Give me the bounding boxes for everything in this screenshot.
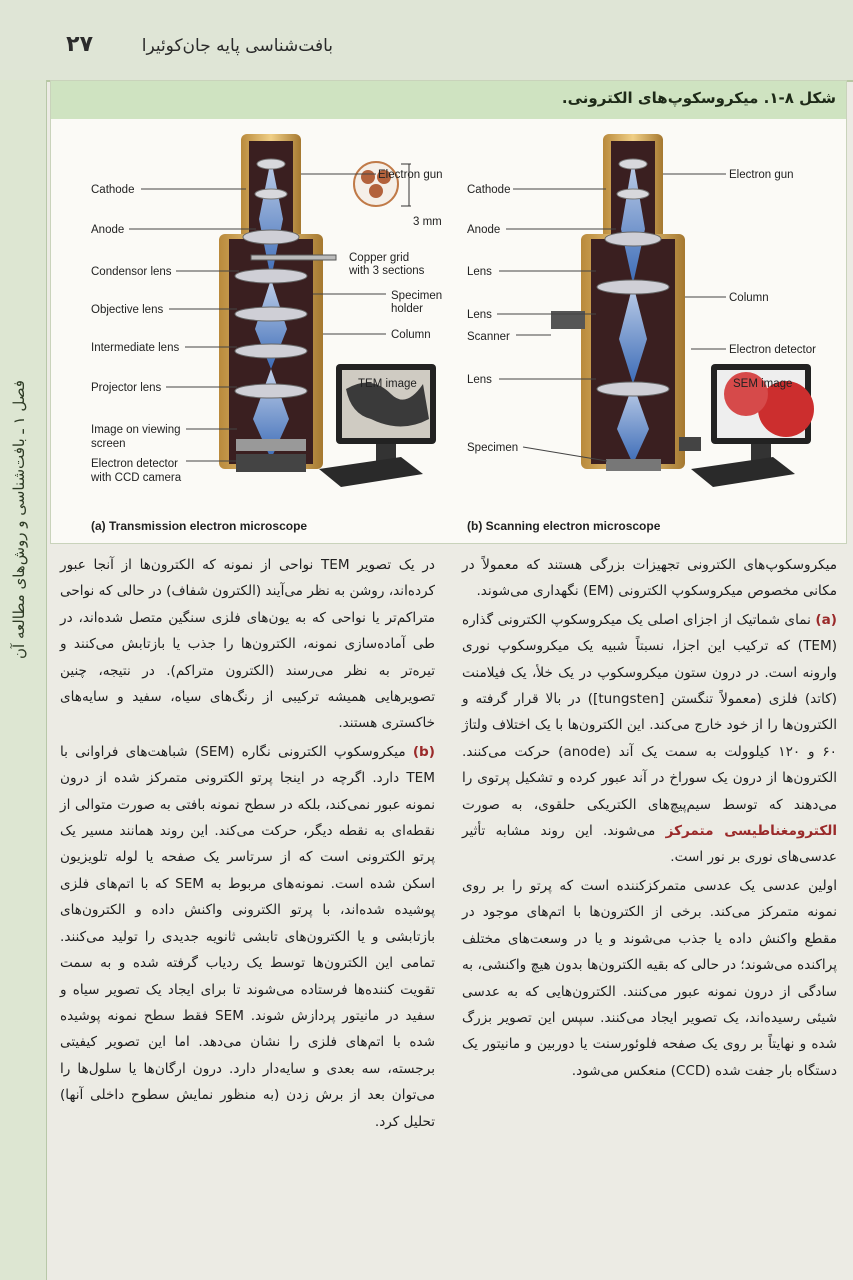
sem-label-lens-1: Lens: [467, 266, 492, 278]
tem-label-image: TEM image: [358, 378, 417, 390]
paragraph: [462, 873, 837, 1084]
page-header: [0, 0, 853, 82]
figure-box: [50, 80, 847, 544]
paragraph-text: در یک تصویر TEM نواحی از نمونه که الکترون‌ها از آنجا عبور کرده‌اند، روشن به نظر می‌آیند (الکترون شفاف) در حالی که نواحی متراکم‌تر یا نواحی که به یون‌های فلزی سنگین متصل شده‌اند، در طی آماده‌سازی نمونه، الکترون‌ها را جذب یا بازتابش می‌کنند و تیره‌تر به نظر می‌رسند (الکترون متراکم). در نتیجه، چنین تصویرهایی همیشه ترکیبی از رنگ‌های سیاه، سفید و سایه‌های خاکستری هستند.: [60, 557, 435, 732]
tem-label-intermediate: Intermediate lens: [91, 342, 180, 354]
tem-label-copper-grid-2: with 3 sections: [349, 265, 425, 277]
tem-label-detector-1: Electron detector: [91, 458, 178, 470]
sem-label-cathode: Cathode: [467, 184, 511, 196]
page-number: ۲۷: [66, 32, 93, 57]
sem-label-specimen: Specimen: [467, 442, 519, 454]
paragraph-text: نمای شماتیک از اجزای اصلی یک میکروسکوپ الکترونی گذاره (TEM) که ترکیب این اجزا، نسبتاً شبیه یک میکروسکوپ نوری وارونه است. در درون ستون میکروسکوپ در یک خلأ، یک فیلامنت (کاتد) فلزی (معمولاً تنگستن [tungsten]) در بالا قرار گرفته و الکترون‌ها را از خود خارج می‌کند. این الکترون‌ها با یک اختلاف ولتاژ ۶۰ و ۱۲۰ کیلوولت به سمت یک آند (anode) حرکت می‌کنند. الکترون‌ها از درون یک سوراخ در آند عبور کرده و تشکیل پرتوی را می‌دهند که توسط سیم‌پیچ‌های الکتریکی حلقوی، به صورت: [462, 611, 837, 813]
text-column-left: [60, 552, 435, 1137]
paragraph-text: می‌شوند. این روند مشابه تأثیر عدسی‌های نوری بر نور است.: [462, 823, 837, 866]
paragraph-text: میکروسکوپ‌های الکترونی تجهیزات بزرگی هستند که معمولاً در مکانی مخصوص میکروسکوپ الکترونی (EM) نگهداری می‌شوند.: [462, 557, 837, 600]
tem-label-copper-grid-1: Copper grid: [349, 252, 410, 264]
figure-caption-bar: [51, 81, 846, 119]
sem-caption: (b) Scanning electron microscope: [467, 519, 661, 533]
sem-label-lens-2: Lens: [467, 309, 492, 321]
sem-diagram: [467, 134, 816, 533]
tem-label-anode: Anode: [91, 224, 125, 236]
sem-label-anode: Anode: [467, 224, 501, 236]
electron-microscope-diagrams: [51, 119, 846, 543]
tem-label-electron-gun: Electron gun: [378, 169, 443, 181]
tem-label-3mm: 3 mm: [413, 216, 442, 228]
sem-label-column: Column: [729, 292, 769, 304]
tem-label-condensor: Condensor lens: [91, 266, 172, 278]
tem-label-specimen-holder-1: Specimen: [391, 290, 443, 302]
figure-caption: شکل ۸-۱. میکروسکوپ‌های الکترونی.: [561, 89, 836, 107]
tem-label-detector-2: with CCD camera: [91, 472, 182, 484]
tem-label-viewing-1: Image on viewing: [91, 424, 181, 436]
figure-ref-a: (a): [815, 611, 837, 628]
running-title: بافت‌شناسی پایه جان‌کوئیرا: [141, 36, 333, 56]
sem-label-electron-gun: Electron gun: [729, 169, 794, 181]
sem-label-lens-3: Lens: [467, 374, 492, 386]
tem-label-viewing-2: screen: [91, 438, 126, 450]
paragraph: [60, 552, 435, 737]
text-column-right: [462, 552, 837, 1086]
key-term: الکترومغناطیسی متمرکز: [665, 823, 838, 840]
paragraph: [462, 607, 837, 871]
sem-label-image: SEM image: [733, 378, 793, 390]
tem-label-objective: Objective lens: [91, 304, 164, 316]
chapter-title-vertical: فصل ۱ ـ بافت‌شناسی و روش‌های مطالعه آن: [10, 380, 28, 660]
tem-diagram: [90, 134, 443, 533]
figure-ref-b: (b): [412, 743, 435, 760]
tem-label-projector: Projector lens: [91, 382, 162, 394]
sem-label-detector: Electron detector: [729, 344, 816, 356]
tem-label-cathode: Cathode: [91, 184, 135, 196]
sem-label-scanner: Scanner: [467, 331, 510, 343]
paragraph: [60, 739, 435, 1135]
tem-caption: (a) Transmission electron microscope: [91, 519, 308, 533]
tem-label-column: Column: [391, 329, 431, 341]
paragraph: [462, 552, 837, 605]
paragraph-text: میکروسکوپ الکترونی نگاره (SEM) شباهت‌های فراوانی با TEM دارد. اگرچه در اینجا پرتو الکترونی متمرکز شده از درون نمونه عبور نمی‌کند، بلکه در سطح نمونه بافتی به صورت متوالی از نقطه‌ای به نقطه دیگر، حرکت می‌کند. این روند همانند مسیر یک پرتو الکترونی است که از سرتاسر یک صفحه یا لوله تلویزیون اسکن شده است. نمونه‌های مربوط به SEM که با اتم‌های فلزی پوشیده شده‌اند، با پرتو الکترونی واکنش داده و الکترون‌های بازتابشی و یا الکترون‌های تابشی ثانویه جدیدی را تولید می‌کنند. تمامی این الکترون‌ها توسط یک ردیاب گرفته شده و به سمت تقویت کننده‌ها فرستاده می‌شوند تا برای ایجاد یک تصویر سیاه و سفید در مانیتور پردازش شوند. SEM فقط سطح نمونه پوشیده شده با اتم‌های فلزی را نشان می‌دهد. اما این تصویر کیفیتی برجسته، سه بعدی و سایه‌دار دارد. درون ارگان‌ها یا سلول‌ها را می‌توان بعد از برش زدن (به منظور نمایش سطوح داخلی آنها) تحلیل کرد.: [60, 743, 435, 1130]
tem-label-specimen-holder-2: holder: [391, 303, 423, 315]
paragraph-text: اولین عدسی یک عدسی متمرکزکننده است که پرتو را بر روی نمونه متمرکز می‌کند. برخی از الکترون‌ها با اتم‌های موجود در مقطع واکنش داده یا جذب می‌شوند و یا در وسعت‌های مختلف پراکنده می‌شوند؛ در حالی که بقیه الکترون‌ها بدون هیچ واکنشی، به سادگی از درون نمونه عبور می‌کنند. الکترون‌هایی که به عدسی شیئی رسیده‌اند، یک تصویر ایجاد می‌کنند. سپس این تصویر بزرگ شده و نهایتاً بر روی یک صفحه فلوئورسنت یا دوربین و مانیتور یک دستگاه بار جفت شده (CCD) منعکس می‌شود.: [462, 877, 837, 1079]
chapter-sidebar: [0, 80, 47, 1280]
